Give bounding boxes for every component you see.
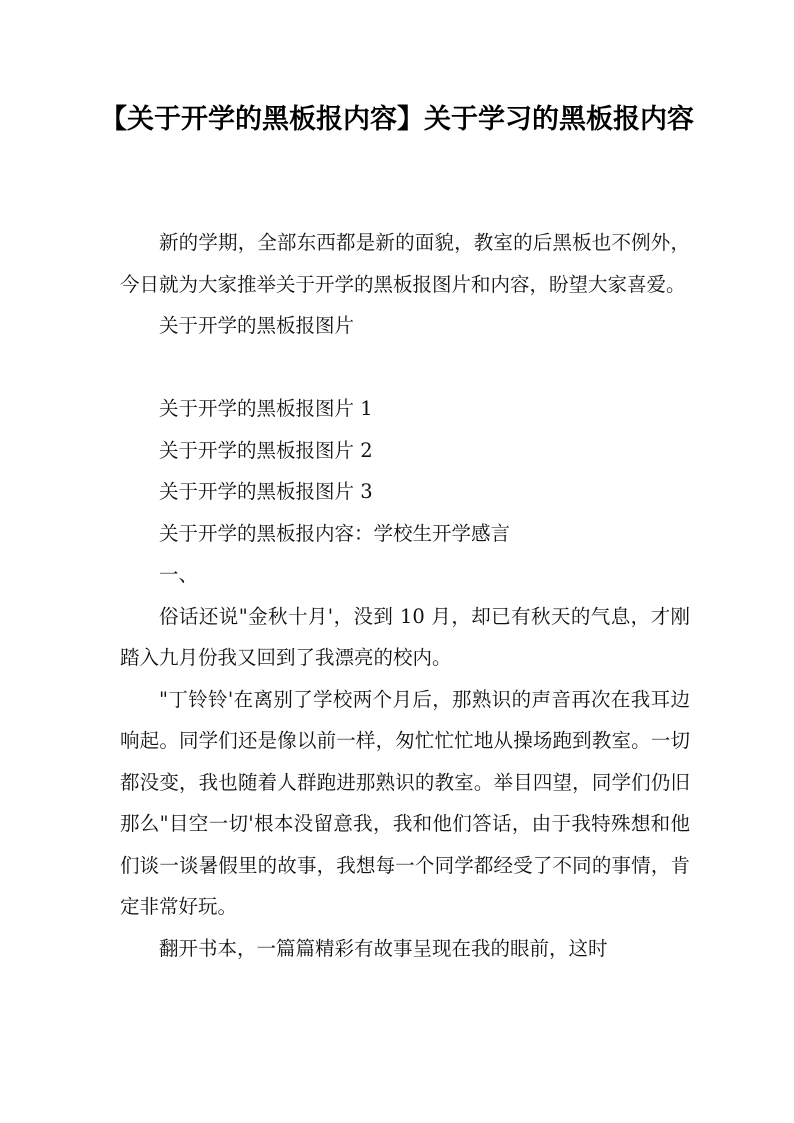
paragraph-image-2: 关于开学的黑板报图片 2 xyxy=(159,438,373,462)
paragraph-image-3: 关于开学的黑板报图片 3 xyxy=(159,480,373,503)
document-title: 【关于开学的黑板报内容】关于学习的黑板报内容 xyxy=(100,104,694,135)
paragraph-section-one: 一、 xyxy=(159,563,199,586)
blank-line xyxy=(120,347,690,389)
paragraph-bell: "丁铃铃'在离别了学校两个月后，那熟识的声音再次在我耳边响起。同学们还是像以前一样，匆忙忙忙地从操场跑到教室。一切都没变，我也随着人群跑进那熟识的教室。举目四望，同学们仍旧那么"目空一切'根本没留意我，我和他们答话，由于我特殊想和他们谈一谈暑假里的故事，我想每一个同学都经受了不同的事情，肯定非常好玩。 xyxy=(120,687,690,918)
paragraph-intro: 新的学期，全部东西都是新的面貌，教室的后黑板也不例外，今日就为大家推举关于开学的黑板报图片和内容，盼望大家喜爱。 xyxy=(120,231,690,296)
paragraph-image-1: 关于开学的黑板报图片 1 xyxy=(159,397,373,420)
document-body xyxy=(120,222,690,969)
paragraph-books: 翻开书本，一篇篇精彩有故事呈现在我的眼前，这时 xyxy=(159,936,608,960)
paragraph-images-heading: 关于开学的黑板报图片 xyxy=(159,314,355,337)
paragraph-content-heading: 关于开学的黑板报内容：学校生开学感言 xyxy=(159,521,511,545)
paragraph-autumn: 俗话还说"金秋十月'，没到 10 月，却已有秋天的气息，才刚踏入九月份我又回到了我漂亮的校内。 xyxy=(120,604,690,669)
